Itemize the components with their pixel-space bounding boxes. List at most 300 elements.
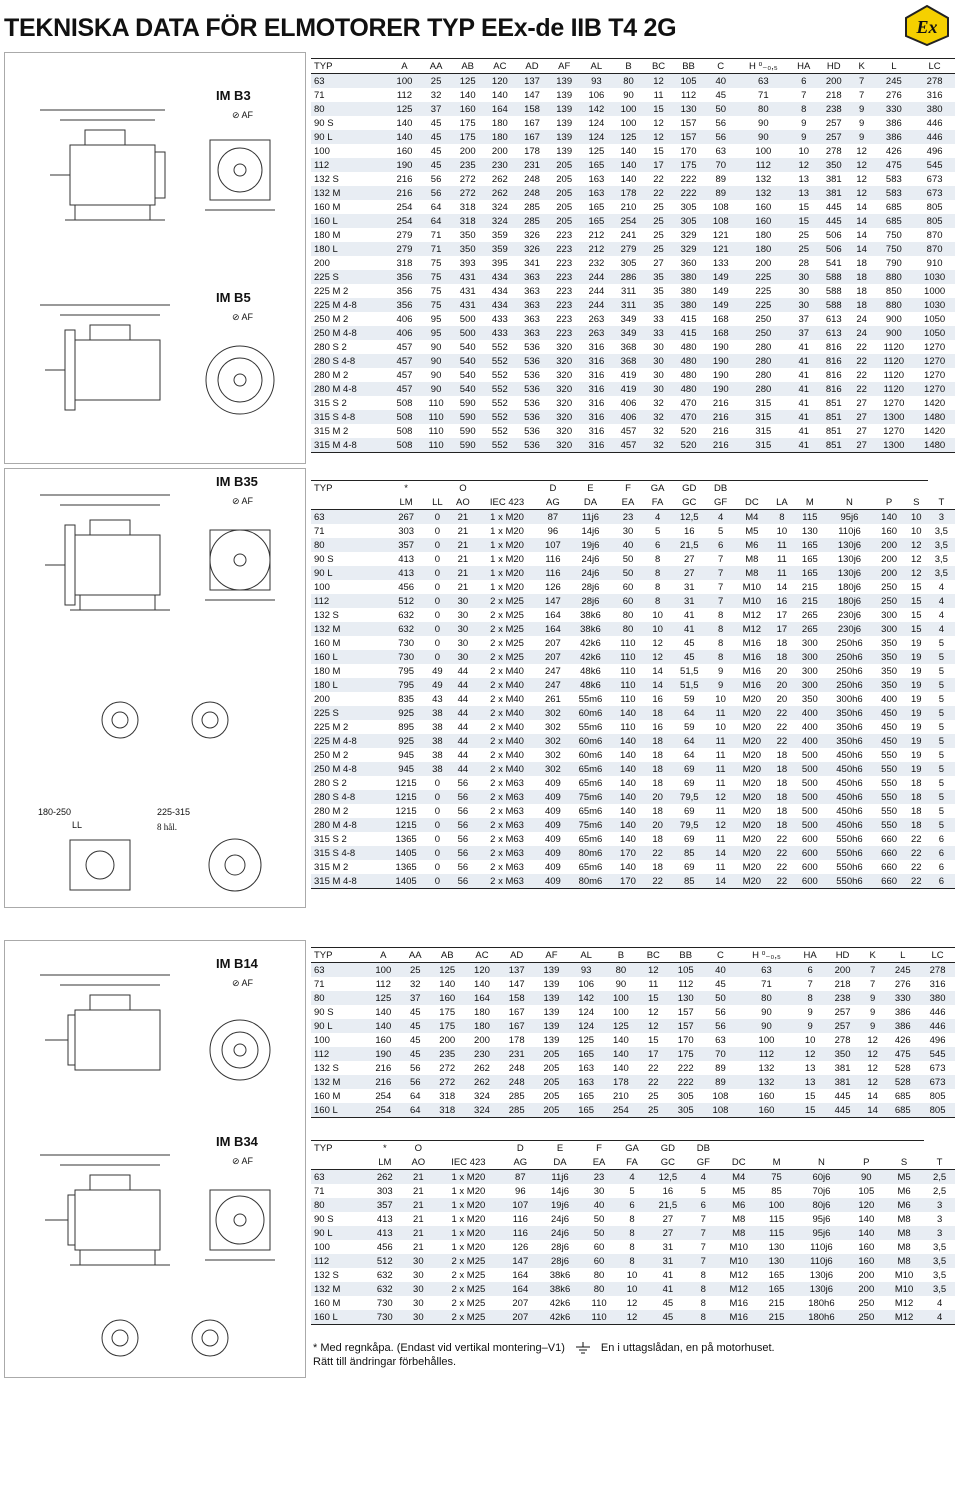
table-cell: 19 [910, 665, 922, 677]
im-b3-label: IM B3 [216, 88, 251, 103]
table-cell: 200 [755, 257, 772, 269]
table-row [311, 963, 955, 978]
table-cell: 536 [524, 425, 540, 437]
table-cell: 17 [645, 158, 673, 172]
table-cell: 164 [512, 1269, 529, 1281]
ex-logo-text: Ex [916, 17, 938, 37]
table-cell: 41 [648, 1282, 688, 1296]
table-cell: 450h6 [836, 749, 863, 761]
table-cell: 14j6 [551, 1185, 569, 1197]
table-cell: 90 S [314, 1006, 334, 1018]
table-cell: 21 [413, 1185, 424, 1197]
table-cell: 11 [648, 978, 659, 990]
column-header: B [604, 948, 639, 963]
table-cell: 28j6 [551, 1241, 569, 1253]
table-row [311, 622, 955, 636]
column-header: N [794, 1155, 848, 1170]
table-cell: 140 [375, 1006, 392, 1018]
table-cell: 6 [688, 1198, 719, 1212]
table-cell: 8 [707, 622, 734, 636]
table-cell: 139 [556, 89, 573, 101]
table-cell: 27 [672, 566, 707, 580]
table-cell: 130 [668, 991, 703, 1005]
table-cell: 350 [881, 665, 898, 677]
table-cell: 30 [645, 354, 673, 368]
table-cell: 90 L [311, 1019, 366, 1033]
table-cell: 157 [672, 130, 704, 144]
af-label-b5: ⊘ AF [232, 312, 254, 322]
table-cell: 540 [452, 354, 484, 368]
table-cell: 4 [928, 622, 955, 636]
table-row [311, 608, 955, 622]
table-cell: 80 [612, 74, 644, 89]
table-cell: 18 [776, 777, 788, 789]
table-cell: 60m6 [569, 734, 613, 748]
column-header: P [849, 1155, 884, 1170]
table-cell: 10 [804, 1034, 816, 1046]
table-cell: 45 [401, 1019, 430, 1033]
table-cell: 536 [516, 382, 548, 396]
table-cell: 44 [449, 762, 477, 776]
table-cell: 280 M 2 [314, 369, 349, 381]
table-cell: 446 [926, 117, 943, 129]
column-header: AO [449, 495, 477, 510]
table-cell: 7 [717, 553, 724, 565]
table-cell: 395 [491, 257, 508, 269]
table-cell: 44 [449, 706, 477, 720]
flange-detail-drawing [30, 830, 270, 900]
table-cell: 280 S 2 [314, 341, 347, 353]
table-cell: 0 [426, 594, 449, 608]
table-cell: 160 [452, 102, 484, 116]
table-cell: 1420 [924, 425, 946, 437]
table-cell: 180 [737, 242, 790, 256]
table-cell: 13 [795, 1075, 825, 1089]
table-cell: 500 [794, 818, 825, 832]
table-cell: 320 [548, 382, 580, 396]
table-cell: M12 [729, 1269, 748, 1281]
footnote-line1: * Med regnkåpa. (Endast vid vertikal montering–V1) [313, 1342, 565, 1354]
table-cell: 445 [818, 214, 850, 228]
column-header [426, 481, 449, 496]
table-cell: 500 [452, 326, 484, 340]
table-cell: 140 [620, 777, 636, 789]
table-cell: 11 [770, 566, 795, 580]
table-cell: 368 [620, 341, 637, 353]
table-cell: 2 x M63 [477, 874, 537, 889]
table-cell: 160 [396, 145, 413, 157]
table-cell: 190 [366, 1047, 401, 1061]
table-cell: 685 [873, 214, 914, 228]
table-cell: 315 S 4-8 [311, 410, 388, 424]
table-cell: 205 [548, 158, 580, 172]
column-header [719, 1141, 759, 1156]
table-cell: 588 [818, 298, 850, 312]
table-cell: M6 [897, 1185, 911, 1197]
table-cell: 457 [388, 354, 420, 368]
table-cell: 450 [881, 721, 898, 733]
table-cell: 71 [761, 978, 772, 990]
table-cell: 660 [881, 833, 898, 845]
table-cell: 12 [867, 1034, 878, 1046]
table-cell: 35 [645, 298, 673, 312]
af-label-b14: ⊘ AF [232, 978, 254, 988]
table-cell: 65m6 [578, 805, 603, 817]
table-cell: 37 [790, 326, 818, 340]
table-cell: 200 [825, 963, 860, 978]
table-cell: 110 [421, 410, 452, 424]
table-cell: 324 [474, 1090, 490, 1102]
table-cell: 80j6 [794, 1198, 848, 1212]
table-row [311, 158, 955, 172]
table-cell: 457 [396, 369, 413, 381]
table-cell: 50 [622, 553, 634, 565]
column-header [770, 481, 795, 496]
table-cell: 32 [430, 89, 442, 101]
table-cell: 157 [668, 1019, 703, 1033]
table-cell: 41 [798, 341, 810, 353]
table-cell: 147 [537, 594, 568, 608]
table-cell: 108 [712, 1090, 729, 1102]
table-cell: 356 [388, 270, 420, 284]
table-cell: 1215 [395, 805, 417, 817]
table-cell: 120 [465, 963, 500, 978]
table-cell: 149 [705, 298, 737, 312]
table-cell: 3,5 [934, 553, 948, 565]
table-cell: 1120 [883, 369, 905, 381]
table-cell: 41 [672, 622, 707, 636]
table-cell: 415 [680, 313, 697, 325]
table-cell: 450h6 [836, 777, 863, 789]
table-cell: 205 [543, 1090, 560, 1102]
table-cell: 33 [653, 313, 664, 325]
table-cell: 38k6 [569, 622, 613, 636]
table-cell: 250 [873, 594, 904, 608]
table-cell: 63 [311, 510, 386, 525]
table-cell: 730 [376, 1297, 393, 1309]
table-cell: 600 [801, 833, 818, 845]
table-cell: 925 [386, 734, 426, 748]
table-cell: 318 [430, 1103, 465, 1118]
table-cell: 315 [737, 438, 790, 453]
table-cell: 11j6 [538, 1170, 582, 1185]
table-cell: 38 [426, 762, 449, 776]
table-cell: 19 [905, 734, 928, 748]
table-cell: 528 [885, 1075, 920, 1089]
table-cell: 0 [426, 818, 449, 832]
table-cell: 215 [794, 594, 825, 608]
table-cell: 23 [612, 510, 643, 525]
column-header: TYP [311, 1141, 367, 1156]
table-cell: 32 [653, 397, 664, 409]
table-cell: 18 [905, 818, 928, 832]
table-cell: 409 [544, 805, 561, 817]
table-cell: 175 [439, 1006, 456, 1018]
table-cell: 512 [367, 1254, 402, 1268]
column-header: HD [825, 948, 860, 963]
table-cell: 56 [703, 1019, 738, 1033]
table-cell: 28j6 [581, 581, 600, 593]
table-cell: 805 [914, 214, 955, 228]
table-cell: 805 [926, 201, 943, 213]
table-cell: 157 [680, 117, 697, 129]
table-cell: 326 [524, 229, 540, 241]
table-cell: M8 [897, 1241, 911, 1253]
table-cell: 160 [849, 1254, 884, 1268]
table-cell: 30 [653, 369, 664, 381]
table-cell: 96 [515, 1185, 526, 1197]
table-row [311, 326, 955, 340]
table-row [311, 270, 955, 284]
table-cell: 359 [491, 229, 508, 241]
table-cell: 223 [548, 298, 580, 312]
table-header-row [311, 59, 955, 74]
table-row [311, 818, 955, 832]
table-cell: 178 [612, 186, 644, 200]
table-cell: 18 [856, 257, 867, 269]
column-header: LA [770, 495, 795, 510]
table-cell: 32 [645, 438, 673, 453]
table-cell: 536 [516, 410, 548, 424]
table-cell: 19 [905, 650, 928, 664]
table-cell: 231 [499, 1047, 534, 1061]
table-cell: 5 [928, 790, 955, 804]
table-cell: 870 [914, 242, 955, 256]
table-cell: 164 [503, 1282, 538, 1296]
table-row [311, 312, 955, 326]
table-cell: 9 [790, 130, 818, 144]
table-cell: 232 [588, 257, 605, 269]
table-cell: M12 [884, 1310, 924, 1325]
table-cell: 7 [801, 89, 807, 101]
table-cell: 165 [580, 214, 612, 228]
table-cell: 41 [790, 438, 818, 453]
table-cell: 685 [894, 1090, 911, 1102]
table-cell: 70 [705, 158, 737, 172]
table-cell: M8 [719, 1226, 759, 1240]
table-cell: 140 [858, 1213, 875, 1225]
table-cell: 415 [672, 326, 704, 340]
table-row [311, 1268, 955, 1282]
table-cell: 31 [672, 594, 707, 608]
table-cell: 350h6 [826, 706, 874, 720]
table-cell: 300 [873, 622, 904, 636]
table-cell: 90 [615, 978, 627, 990]
table-cell: 140 [620, 173, 637, 185]
table-cell: 71 [758, 89, 769, 101]
column-header: TYP [311, 59, 388, 74]
table-cell: 446 [920, 1019, 955, 1033]
table-cell: 835 [398, 693, 415, 705]
table-cell: 318 [439, 1090, 456, 1102]
table-cell: 132 S [314, 1269, 339, 1281]
table-cell: 541 [825, 257, 842, 269]
column-header: LC [914, 59, 955, 74]
table-cell: 124 [588, 117, 605, 129]
table-cell: 18 [644, 706, 672, 720]
column-header: AA [401, 948, 430, 963]
table-row [311, 580, 955, 594]
table-cell: 112 [678, 978, 694, 990]
table-cell: M10 [719, 1254, 759, 1268]
table-cell: 450 [873, 734, 904, 748]
table-row [311, 991, 955, 1005]
table-cell: 22 [856, 341, 867, 353]
table-cell: 2 x M40 [477, 762, 537, 776]
table-row [311, 1019, 955, 1033]
table-cell: 12 [648, 1006, 659, 1018]
table-cell: 600 [801, 861, 818, 873]
table-cell: 2 x M25 [490, 609, 524, 621]
table-cell: 205 [548, 214, 580, 228]
table-cell: 10 [616, 1282, 648, 1296]
table-cell: 10 [905, 510, 928, 525]
table-cell: 272 [430, 1075, 465, 1089]
af-label-b3: ⊘ AF [232, 110, 254, 120]
table-cell: 59 [684, 721, 695, 733]
table-cell: 446 [914, 130, 955, 144]
table-row [311, 1296, 955, 1310]
table-cell: 280 [755, 341, 772, 353]
table-cell: 132 M [311, 622, 386, 636]
table-cell: 212 [580, 242, 612, 256]
table-cell: 200 [873, 538, 904, 552]
table-cell: 7 [850, 74, 874, 89]
table-cell: 32 [409, 978, 421, 990]
table-cell: 13 [798, 173, 810, 185]
table-cell: 14 [776, 581, 788, 593]
table-cell: 112 [680, 89, 697, 101]
table-cell: 30 [449, 594, 477, 608]
table-cell: 316 [580, 354, 612, 368]
table-cell: 21 [457, 553, 469, 565]
table-cell: 132 M [311, 1282, 367, 1296]
table-cell: 100 [314, 1034, 330, 1046]
table-cell: M8 [897, 1213, 911, 1225]
table-cell: 223 [556, 229, 573, 241]
table-cell: 120 [484, 74, 516, 89]
table-cell: 18 [652, 833, 663, 845]
table-cell: 2,5 [932, 1185, 947, 1197]
column-header: GF [688, 1155, 719, 1170]
table-cell: 480 [672, 382, 704, 396]
table-cell: M20 [742, 833, 762, 845]
table-cell: 137 [516, 74, 548, 89]
table-cell: 360 [680, 257, 697, 269]
table-cell: 167 [499, 1019, 534, 1033]
table-cell: 218 [825, 89, 842, 101]
table-cell: 121 [712, 229, 729, 241]
table-cell: 216 [388, 186, 420, 200]
table-cell: 140 [388, 130, 420, 144]
table-cell: 30 [798, 285, 810, 297]
table-cell: 40 [612, 538, 643, 552]
table-cell: M20 [742, 693, 762, 705]
table-cell: 180 L [311, 242, 388, 256]
table-cell: 42k6 [549, 1297, 571, 1309]
table-cell: 116 [512, 1213, 528, 1225]
table-cell: 945 [386, 762, 426, 776]
table-cell: 12 [856, 173, 867, 185]
table-cell: 200 [439, 1034, 456, 1046]
table-cell: 18 [776, 805, 788, 817]
table-cell: 80m6 [569, 874, 613, 889]
table-cell: M10 [729, 1241, 748, 1253]
table-cell: 359 [484, 242, 516, 256]
table-cell: 12,5 [672, 510, 707, 525]
table-cell: 14 [707, 846, 734, 860]
table-cell: 326 [516, 242, 548, 256]
table-cell: 49 [432, 665, 443, 677]
table-cell: 28j6 [538, 1254, 582, 1268]
table-cell: 132 [737, 186, 790, 200]
table-cell: M4 [719, 1170, 759, 1185]
table-cell: 85 [672, 846, 707, 860]
table-cell: 200 [858, 1269, 875, 1281]
table-cell: 16 [684, 525, 695, 537]
table-cell: 413 [376, 1213, 393, 1225]
table-cell: 112 [737, 158, 790, 172]
table-cell: 140 [491, 89, 508, 101]
table-cell: 1270 [883, 425, 905, 437]
column-header: A [366, 948, 401, 963]
table-cell: 11 [653, 89, 664, 101]
table-cell: 250 M 2 [314, 313, 349, 325]
table-cell: 180j6 [837, 581, 862, 593]
table-cell: 406 [396, 313, 413, 325]
table-cell: 3 [924, 1226, 955, 1240]
table-cell: 300 [801, 637, 818, 649]
table-cell: 750 [885, 229, 902, 241]
table-row [311, 1170, 955, 1185]
table-cell: 406 [388, 326, 420, 340]
column-header: AG [537, 495, 568, 510]
table-cell: 1050 [924, 313, 946, 325]
table-cell: 30 [403, 1310, 435, 1325]
table-cell: 63 [737, 74, 790, 89]
table-cell: 218 [834, 978, 851, 990]
column-header [794, 481, 825, 496]
table-cell: 160 M [314, 201, 341, 213]
table-cell: 254 [375, 1090, 392, 1102]
table-cell: 2 x M63 [490, 861, 524, 873]
footnote-line2: Rätt till ändringar förbehålles. [313, 1356, 457, 1368]
table-cell: 673 [914, 186, 955, 200]
table-row [311, 1075, 955, 1089]
table-row [311, 144, 955, 158]
table-cell: 60 [612, 594, 643, 608]
table-cell: 230j6 [837, 609, 862, 621]
table-cell: 130j6 [837, 553, 862, 565]
table-cell: 140 [612, 158, 644, 172]
table-cell: 2 x M40 [490, 749, 524, 761]
table-cell: 18 [905, 790, 928, 804]
table-cell: 7 [700, 1213, 706, 1225]
column-header: D [503, 1141, 538, 1156]
table-cell: 132 M [311, 1075, 366, 1089]
table-cell: 506 [818, 242, 850, 256]
table-cell: 235 [430, 1047, 465, 1061]
table-cell: 142 [569, 991, 604, 1005]
table-cell: 870 [926, 229, 943, 241]
table-cell: 21 [403, 1226, 435, 1240]
table-cell: 175 [452, 130, 484, 144]
table-cell: 125 [578, 1034, 595, 1046]
table-cell: 25 [638, 1103, 668, 1118]
table-cell: 30 [790, 298, 818, 312]
table-row [311, 1005, 955, 1019]
table-cell: 445 [834, 1090, 851, 1102]
